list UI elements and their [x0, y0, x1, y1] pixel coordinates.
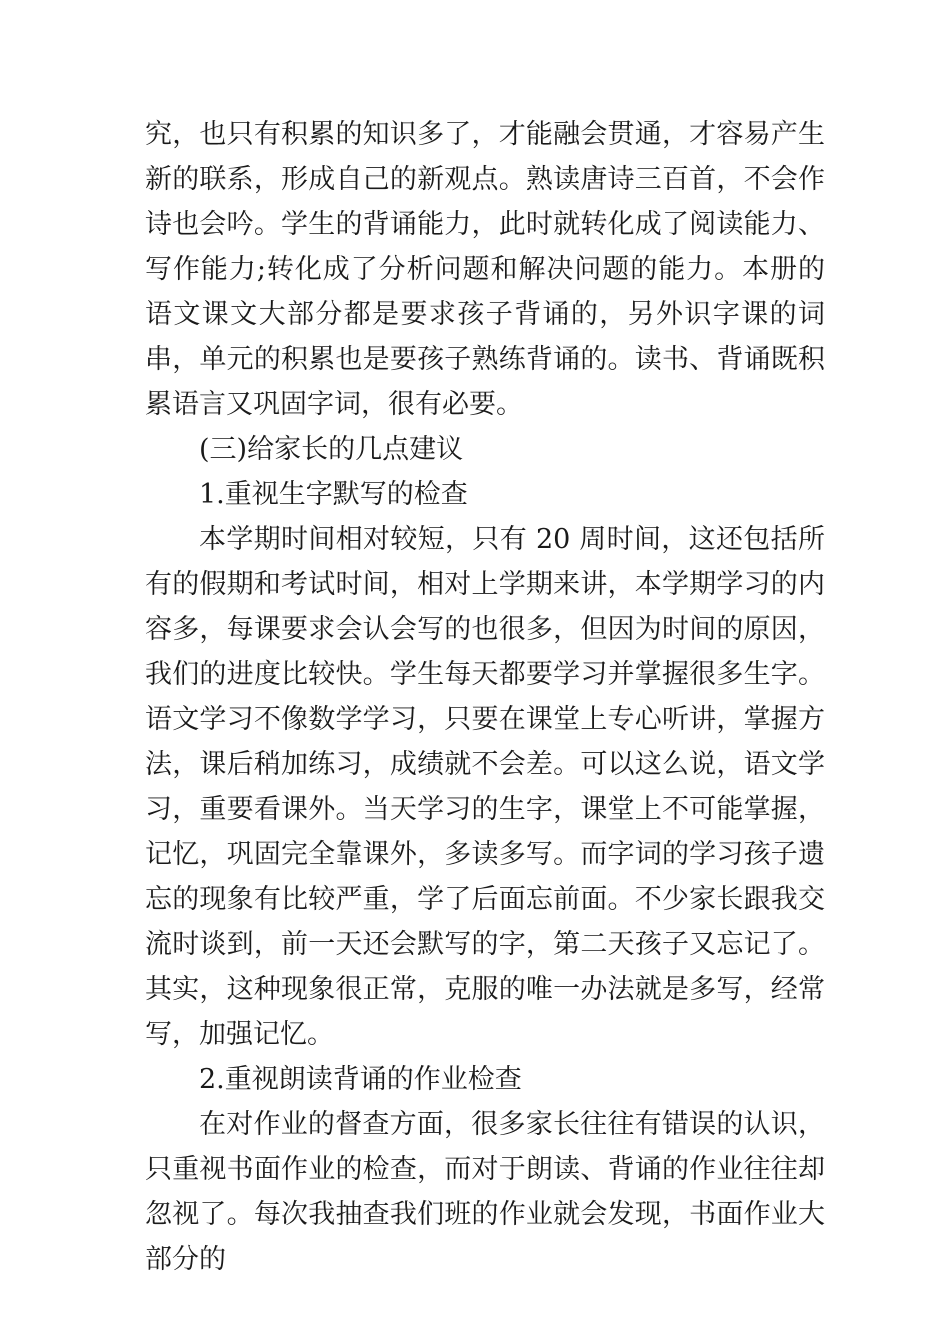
section-heading-parent-suggestions: (三)给家长的几点建议 — [199, 434, 464, 465]
paragraph-reading-recitation: 在对作业的督查方面，很多家长往往有错误的认识，只重视书面作业的检查，而对于朗读、背诵的作业往往却忽视了。每次我抽查我们班的作业就会发现，书面作业大部分的 — [145, 1109, 825, 1275]
subheading-reading-recitation-check: 2.重视朗读背诵的作业检查 — [199, 1064, 522, 1095]
paragraph-memorization-continued: 究，也只有积累的知识多了，才能融会贯通，才容易产生新的联系，形成自己的新观点。熟读唐诗三百首，不会作诗也会吟。学生的背诵能力，此时就转化成了阅读能力、写作能力;转化成了分析问题和解决问题的能力。本册的语文课文大部分都是要求孩子背诵的，另外识字课的词串，单元的积累也是要孩子熟练背诵的。读书、背诵既积累语言又巩固字词，很有必要。 — [145, 119, 825, 420]
document-body — [145, 112, 825, 1282]
subheading-dictation-check: 1.重视生字默写的检查 — [199, 479, 468, 510]
paragraph-dictation: 本学期时间相对较短，只有 20 周时间，这还包括所有的假期和考试时间，相对上学期来讲，本学期学习的内容多，每课要求会认会写的也很多，但因为时间的原因，我们的进度比较快。学生每天都要学习并掌握很多生字。语文学习不像数学学习，只要在课堂上专心听讲，掌握方法，课后稍加练习，成绩就不会差。可以这么说，语文学习，重要看课外。当天学习的生字，课堂上不可能掌握，记忆，巩固完全靠课外，多读多写。而字词的学习孩子遗忘的现象有比较严重，学了后面忘前面。不少家长跟我交流时谈到，前一天还会默写的字，第二天孩子又忘记了。其实，这种现象很正常，克服的唯一办法就是多写，经常写，加强记忆。 — [145, 524, 825, 1050]
